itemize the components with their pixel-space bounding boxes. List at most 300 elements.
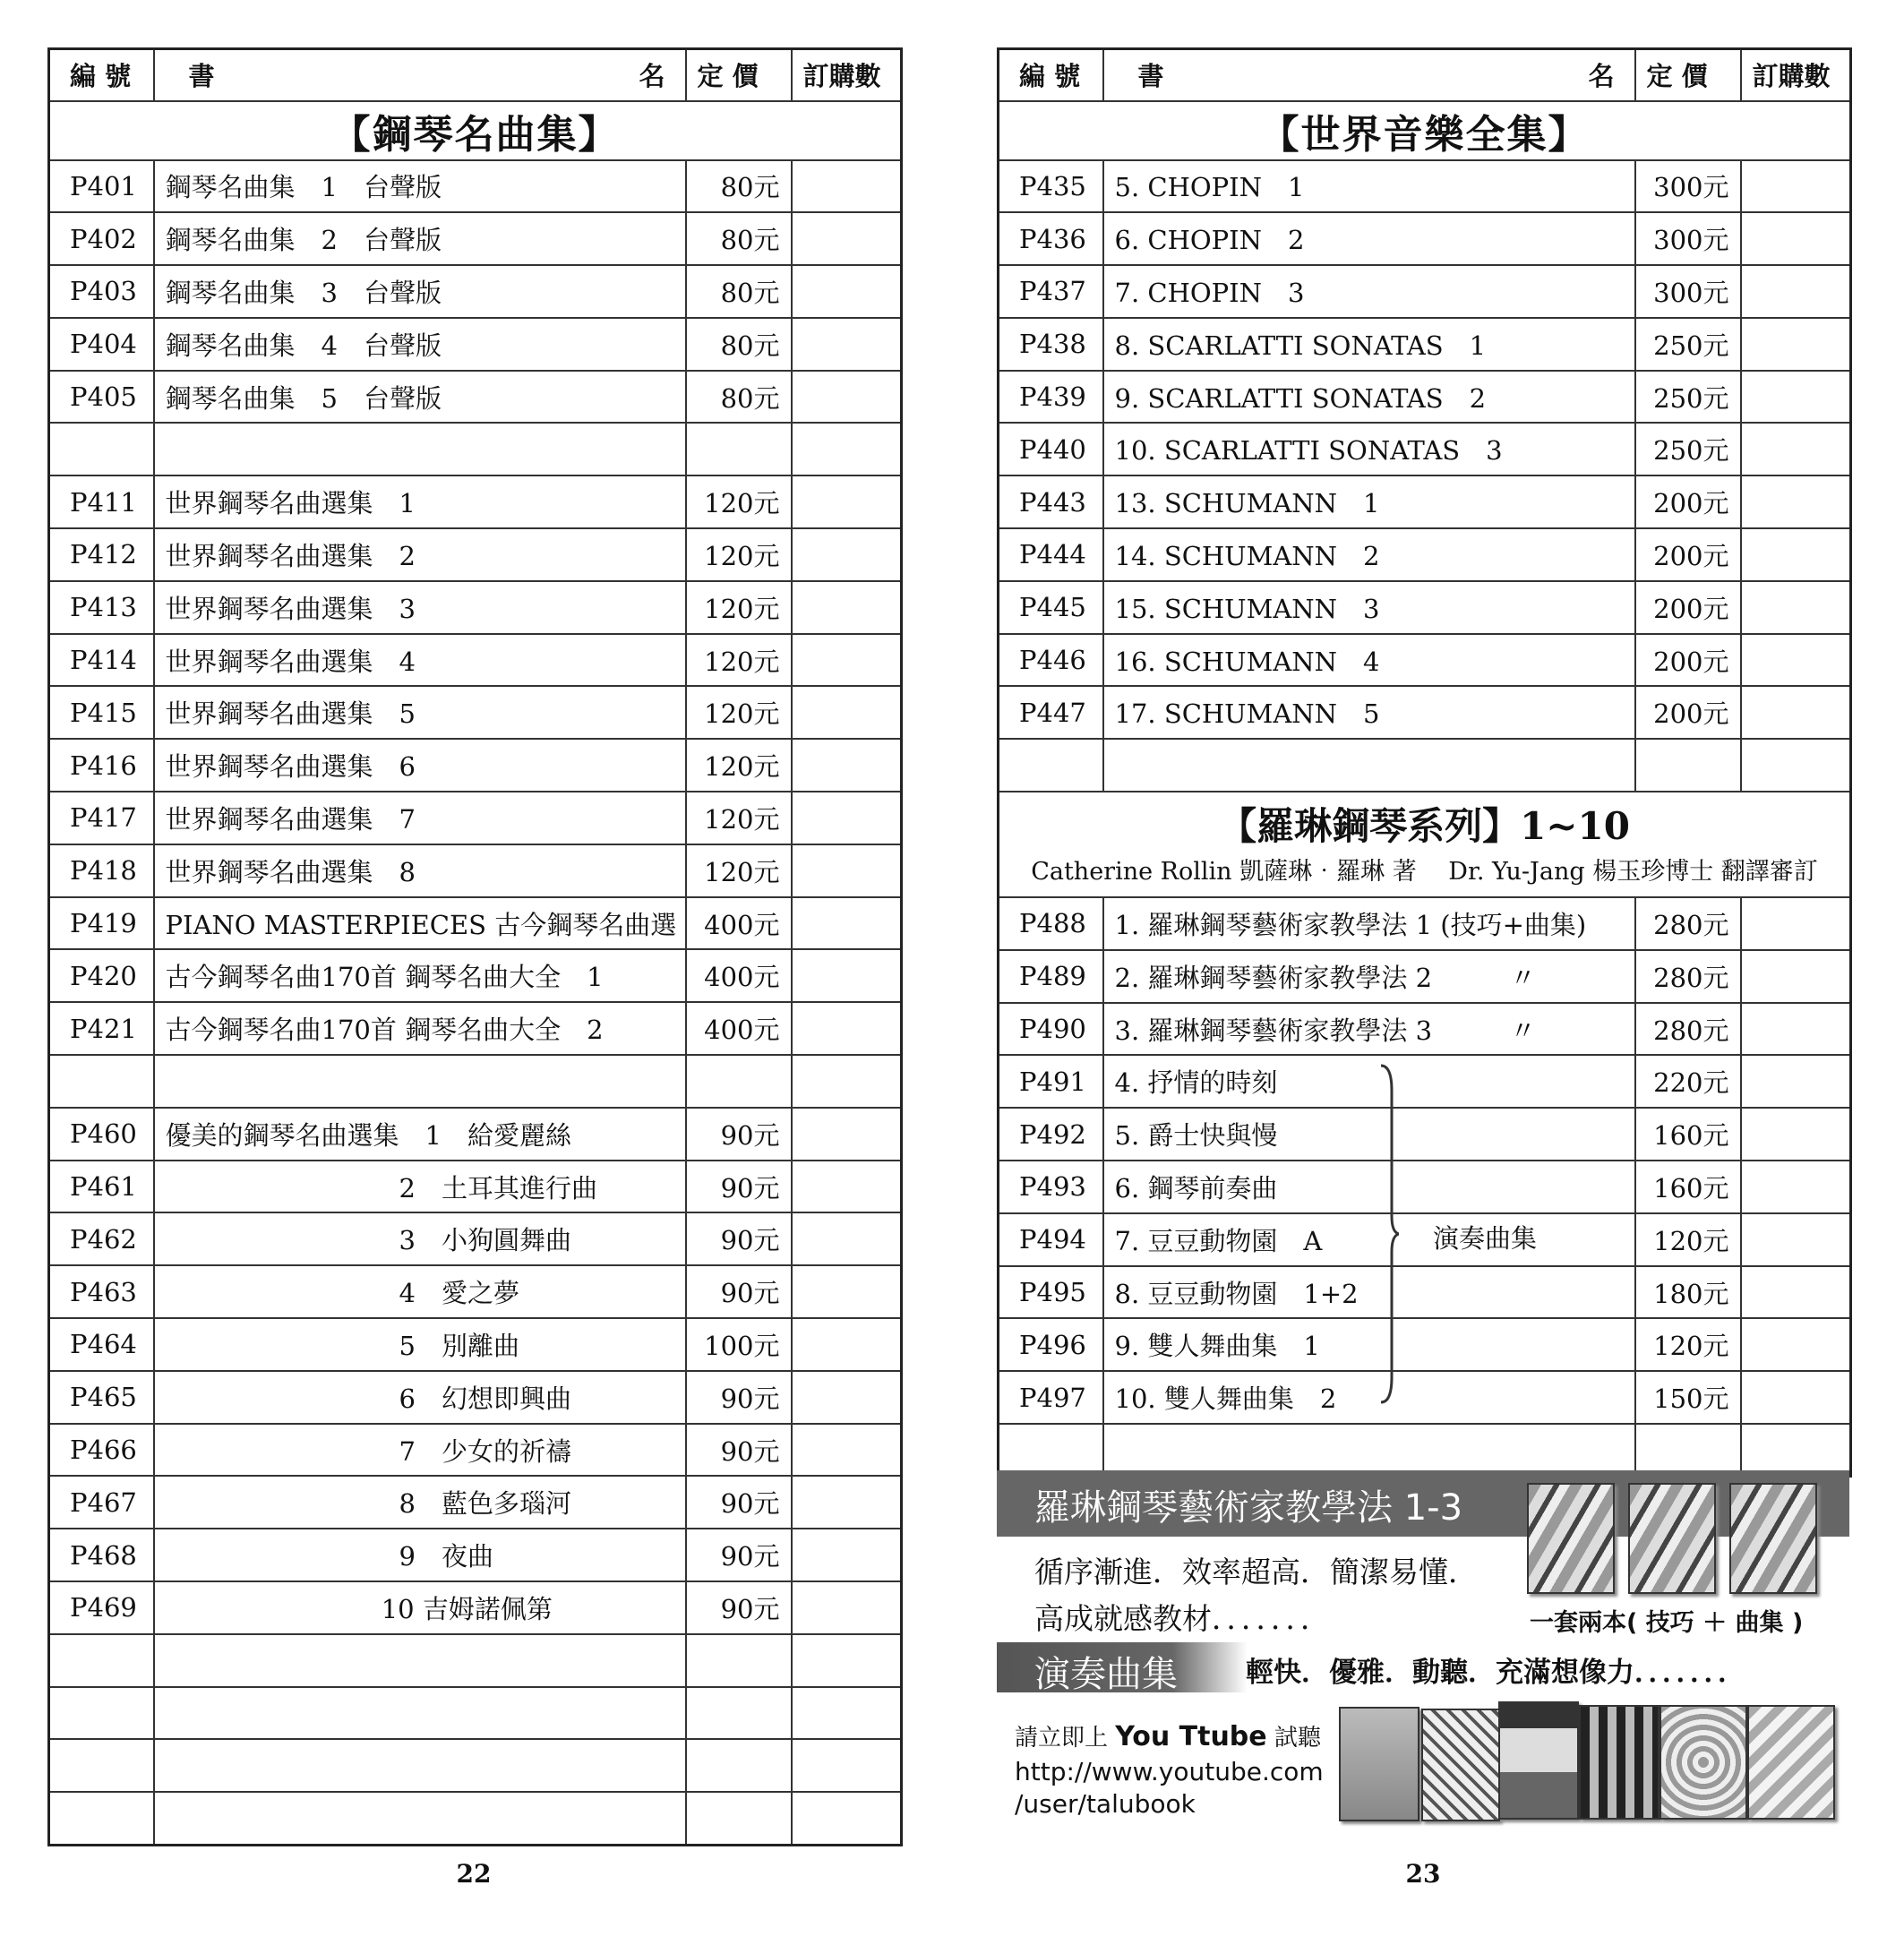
item-title: 9. SCARLATTI SONATAS 2 [1103,371,1635,424]
item-price: 90元 [686,1371,792,1424]
table-row-empty [49,1055,902,1108]
table-row [49,897,902,950]
item-title: 6. 鋼琴前奏曲 [1103,1161,1635,1213]
item-code: P411 [49,475,154,528]
order-quantity-cell[interactable] [792,1581,902,1634]
item-title: 7. 豆豆動物園 A [1103,1213,1635,1266]
item-title: 6. CHOPIN 2 [1103,212,1635,265]
order-quantity-cell[interactable] [1741,581,1851,634]
item-code: P467 [49,1476,154,1529]
item-title: 2. 羅琳鋼琴藝術家教學法 2 〃 [1103,950,1635,1003]
item-code: P469 [49,1581,154,1634]
order-quantity-cell[interactable] [1741,528,1851,581]
table-row-empty [999,1424,1851,1477]
item-price: 120元 [686,792,792,844]
table-row [49,1424,902,1477]
item-price [1635,1424,1741,1477]
order-quantity-cell[interactable] [1741,1108,1851,1161]
table-row [999,897,1851,950]
item-title [154,1055,686,1108]
book-cover-image [1628,1483,1716,1594]
item-code: P435 [999,160,1103,213]
table-row-empty [999,739,1851,792]
youtube-brand: You Ttube [1115,1721,1267,1752]
item-price: 90元 [686,1108,792,1161]
table-row [999,1161,1851,1213]
item-title: 鋼琴名曲集 1 台聲版 [154,160,686,213]
item-title: 世界鋼琴名曲選集 4 [154,634,686,687]
order-quantity-cell[interactable] [792,265,902,318]
page-number-left: 22 [456,1859,492,1889]
item-price [686,1792,792,1845]
item-title: 世界鋼琴名曲選集 7 [154,792,686,844]
item-title: 4 愛之夢 [154,1265,686,1318]
item-code: P447 [999,686,1103,739]
item-title: 世界鋼琴名曲選集 5 [154,686,686,739]
item-code: P416 [49,739,154,792]
item-price: 300元 [1635,265,1741,318]
order-quantity-cell[interactable] [1741,739,1851,792]
order-quantity-cell[interactable] [1741,318,1851,371]
table-row [49,634,902,687]
order-quantity-cell[interactable] [792,949,902,1002]
item-code: P415 [49,686,154,739]
item-title: 5 別離曲 [154,1318,686,1371]
item-price: 250元 [1635,371,1741,424]
header-order: 訂購數 [1741,49,1851,101]
table-row [999,686,1851,739]
item-code: P464 [49,1318,154,1371]
item-title: 鋼琴名曲集 2 台聲版 [154,212,686,265]
section-title: 【世界音樂全集】 [999,101,1851,160]
item-title: 10. SCARLATTI SONATAS 3 [1103,423,1635,475]
header-name-left: 書 [188,61,215,92]
item-price: 120元 [1635,1318,1741,1371]
item-code: P401 [49,160,154,213]
order-quantity-cell[interactable] [1741,423,1851,475]
item-title: 鋼琴名曲集 4 台聲版 [154,318,686,371]
item-price [686,423,792,475]
item-code [999,1424,1103,1477]
order-quantity-cell[interactable] [1741,1266,1851,1319]
item-code: P493 [999,1161,1103,1213]
item-code: P421 [49,1002,154,1055]
item-code: P417 [49,792,154,844]
order-quantity-cell[interactable] [792,1739,902,1792]
table-row [999,1371,1851,1424]
item-code: P445 [999,581,1103,634]
table-row [999,475,1851,528]
item-code: P419 [49,897,154,950]
order-quantity-cell[interactable] [792,1002,902,1055]
item-price: 120元 [686,739,792,792]
item-code: P413 [49,581,154,634]
table-row [49,371,902,424]
item-code: P418 [49,844,154,897]
order-quantity-cell[interactable] [792,212,902,265]
item-price: 80元 [686,318,792,371]
item-title: 古今鋼琴名曲170首 鋼琴名曲大全 2 [154,1002,686,1055]
item-price: 200元 [1635,528,1741,581]
table-row [999,371,1851,424]
item-price [686,1687,792,1740]
youtube-url-1[interactable]: http://www.youtube.com [1015,1757,1324,1786]
order-quantity-cell[interactable] [792,1108,902,1161]
item-code: P489 [999,950,1103,1003]
table-row [49,1161,902,1213]
table-row [999,950,1851,1003]
item-title: 3. 羅琳鋼琴藝術家教學法 3 〃 [1103,1003,1635,1056]
item-price: 300元 [1635,160,1741,213]
item-title: 5. CHOPIN 1 [1103,160,1635,213]
item-code: P468 [49,1529,154,1581]
order-quantity-cell[interactable] [792,844,902,897]
table-row [49,1371,902,1424]
order-quantity-cell[interactable] [792,318,902,371]
order-quantity-cell[interactable] [792,897,902,950]
table-header [999,49,1851,101]
promo-banner-2-title: 演奏曲集 [1034,1654,1178,1695]
item-title: 世界鋼琴名曲選集 3 [154,581,686,634]
book-cover-image [1339,1707,1419,1821]
order-quantity-cell[interactable] [792,1529,902,1581]
item-price: 280元 [1635,897,1741,950]
item-title: 世界鋼琴名曲選集 1 [154,475,686,528]
order-quantity-cell[interactable] [792,686,902,739]
order-quantity-cell[interactable] [792,475,902,528]
table-row-empty [49,1634,902,1687]
page-number-right: 23 [1405,1859,1441,1889]
table-row-empty [49,1739,902,1792]
item-title: 古今鋼琴名曲170首 鋼琴名曲大全 1 [154,949,686,1002]
item-price: 120元 [686,634,792,687]
item-price: 400元 [686,949,792,1002]
item-code: P490 [999,1003,1103,1056]
order-quantity-cell[interactable] [1741,950,1851,1003]
item-code: P461 [49,1161,154,1213]
order-quantity-cell[interactable] [1741,212,1851,265]
item-price: 280元 [1635,950,1741,1003]
order-quantity-cell[interactable] [792,1055,902,1108]
item-price: 120元 [686,581,792,634]
left-page [47,47,900,1837]
table-row [49,792,902,844]
item-code: P414 [49,634,154,687]
order-quantity-cell[interactable] [1741,1003,1851,1056]
table-row [49,1265,902,1318]
table-row [999,528,1851,581]
item-code: P402 [49,212,154,265]
item-price: 180元 [1635,1266,1741,1319]
table-row [999,634,1851,687]
item-code: P446 [999,634,1103,687]
item-title: 世界鋼琴名曲選集 2 [154,528,686,581]
table-row [49,475,902,528]
book-cover-image [1579,1705,1660,1820]
promo-banner [997,1470,1849,1537]
item-price: 160元 [1635,1108,1741,1161]
item-title: 10. 雙人舞曲集 2 [1103,1371,1635,1424]
item-code: P462 [49,1212,154,1265]
item-price: 90元 [686,1581,792,1634]
item-code: P494 [999,1213,1103,1266]
item-title: 鋼琴名曲集 3 台聲版 [154,265,686,318]
order-quantity-cell[interactable] [1741,1213,1851,1266]
table-row [49,1212,902,1265]
youtube-url-2[interactable]: /user/talubook [1015,1789,1196,1819]
item-title: 15. SCHUMANN 3 [1103,581,1635,634]
promo-panel [997,1470,1849,1837]
item-title: 8. 豆豆動物園 1+2 [1103,1266,1635,1319]
order-quantity-cell[interactable] [792,1212,902,1265]
item-price: 90元 [686,1265,792,1318]
series-subtitle: Catherine Rollin 凱薩琳‧羅琳 著 Dr. Yu-Jang 楊玉珍博士 翻譯審訂 [1031,858,1818,887]
item-title: PIANO MASTERPIECES 古今鋼琴名曲選 [154,897,686,950]
item-price: 80元 [686,212,792,265]
item-title: 7. CHOPIN 3 [1103,265,1635,318]
item-title: 鋼琴名曲集 5 台聲版 [154,371,686,424]
order-quantity-cell[interactable] [792,1634,902,1687]
item-price: 90元 [686,1476,792,1529]
order-quantity-cell[interactable] [1741,897,1851,950]
item-title: 9 夜曲 [154,1529,686,1581]
table-row [49,318,902,371]
header-name-right: 名 [639,61,665,92]
item-price [686,1739,792,1792]
order-quantity-cell[interactable] [792,1687,902,1740]
item-title: 17. SCHUMANN 5 [1103,686,1635,739]
order-quantity-cell[interactable] [792,1265,902,1318]
item-title: 2 土耳其進行曲 [154,1161,686,1213]
table-row [999,212,1851,265]
item-title: 9. 雙人舞曲集 1 [1103,1318,1635,1371]
table-row [49,1529,902,1581]
order-quantity-cell[interactable] [792,634,902,687]
left-price-table [47,47,903,1846]
table-row [999,318,1851,371]
promo-banner-title: 羅琳鋼琴藝術家教學法 1-3 [1034,1487,1463,1529]
item-code: P437 [999,265,1103,318]
item-price: 160元 [1635,1161,1741,1213]
item-code: P439 [999,371,1103,424]
table-header [49,49,902,101]
item-title: 3 小狗圓舞曲 [154,1212,686,1265]
order-quantity-cell[interactable] [1741,1371,1851,1424]
order-quantity-cell[interactable] [792,1476,902,1529]
item-price: 200元 [1635,581,1741,634]
item-title: 1. 羅琳鋼琴藝術家教學法 1 (技巧+曲集) [1103,897,1635,950]
item-price: 120元 [686,528,792,581]
section-row [49,101,902,160]
table-row [49,1318,902,1371]
item-title: 優美的鋼琴名曲選集 1 給愛麗絲 [154,1108,686,1161]
item-title: 7 少女的祈禱 [154,1424,686,1477]
order-quantity-cell[interactable] [792,1424,902,1477]
item-title [154,1792,686,1845]
header-name-left: 書 [1137,61,1164,92]
item-price: 90元 [686,1424,792,1477]
order-quantity-cell[interactable] [792,528,902,581]
item-code [49,1687,154,1740]
item-price: 80元 [686,371,792,424]
item-title: 14. SCHUMANN 2 [1103,528,1635,581]
item-price: 100元 [686,1318,792,1371]
item-price: 150元 [1635,1371,1741,1424]
order-quantity-cell[interactable] [1741,1055,1851,1108]
table-row [999,1266,1851,1319]
item-price: 250元 [1635,318,1741,371]
item-code: P405 [49,371,154,424]
item-code: P465 [49,1371,154,1424]
item-code [999,739,1103,792]
item-price [1635,739,1741,792]
item-code: P497 [999,1371,1103,1424]
item-code: P466 [49,1424,154,1477]
item-price: 120元 [686,475,792,528]
order-quantity-cell[interactable] [792,371,902,424]
series-header-row [999,792,1851,897]
order-quantity-cell[interactable] [1741,371,1851,424]
item-price: 120元 [686,844,792,897]
item-code: P436 [999,212,1103,265]
order-quantity-cell[interactable] [1741,475,1851,528]
item-price: 200元 [1635,475,1741,528]
item-price: 80元 [686,265,792,318]
item-title: 8 藍色多瑙河 [154,1476,686,1529]
section-title: 【鋼琴名曲集】 [49,101,902,160]
performance-collection-label: 演奏曲集 [1433,1223,1538,1254]
item-code [49,423,154,475]
item-code: P440 [999,423,1103,475]
item-title [1103,1424,1635,1477]
item-code: P443 [999,475,1103,528]
table-row [49,265,902,318]
item-code: P488 [999,897,1103,950]
item-price: 120元 [686,686,792,739]
item-title: 16. SCHUMANN 4 [1103,634,1635,687]
item-price: 400元 [686,1002,792,1055]
item-price: 400元 [686,897,792,950]
promo-line-1: 循序漸進．效率超高．簡潔易懂． [1034,1555,1478,1589]
item-price: 250元 [1635,423,1741,475]
item-title: 10 吉姆諾佩第 [154,1581,686,1634]
order-quantity-cell[interactable] [792,1318,902,1371]
item-title [154,1739,686,1792]
item-code: P496 [999,1318,1103,1371]
order-quantity-cell[interactable] [1741,160,1851,213]
header-price: 定 價 [1635,49,1741,101]
item-title: 4. 抒情的時刻 [1103,1055,1635,1108]
item-title [1103,739,1635,792]
table-row [49,844,902,897]
item-price [686,1055,792,1108]
table-row [999,160,1851,213]
item-code: P403 [49,265,154,318]
item-price: 200元 [1635,634,1741,687]
item-code: P492 [999,1108,1103,1161]
item-price: 120元 [1635,1213,1741,1266]
order-quantity-cell[interactable] [1741,1318,1851,1371]
item-title [154,1634,686,1687]
promo-banner-2 [997,1642,1248,1695]
table-row-empty [49,423,902,475]
table-row [49,581,902,634]
item-code: P460 [49,1108,154,1161]
book-cover-image [1729,1483,1817,1594]
order-quantity-cell[interactable] [1741,1424,1851,1477]
item-price [686,1634,792,1687]
order-quantity-cell[interactable] [1741,265,1851,318]
order-quantity-cell[interactable] [1741,1161,1851,1213]
table-row [999,423,1851,475]
order-quantity-cell[interactable] [1741,634,1851,687]
order-quantity-cell[interactable] [792,160,902,213]
promo-line-2: 高成就感教材．．．．．．． [1034,1601,1330,1636]
table-row [49,528,902,581]
table-row [49,739,902,792]
right-price-table [997,47,1852,1478]
table-row [999,1055,1851,1108]
header-name-right: 名 [1588,61,1615,92]
header-price: 定 價 [686,49,792,101]
header-order: 訂購數 [792,49,902,101]
item-price: 90元 [686,1161,792,1213]
order-quantity-cell[interactable] [792,1792,902,1845]
item-code [49,1055,154,1108]
order-quantity-cell[interactable] [1741,686,1851,739]
item-code: P444 [999,528,1103,581]
item-price: 90元 [686,1529,792,1581]
order-quantity-cell[interactable] [792,423,902,475]
item-title: 6 幻想即興曲 [154,1371,686,1424]
item-price: 220元 [1635,1055,1741,1108]
book-cover-image [1421,1709,1500,1821]
table-row [49,1002,902,1055]
item-code [49,1792,154,1845]
item-title: 世界鋼琴名曲選集 6 [154,739,686,792]
order-quantity-cell[interactable] [792,739,902,792]
table-row-empty [49,1792,902,1845]
item-price: 200元 [1635,686,1741,739]
promo-banner-2-text: 輕快．優雅．動聽．充滿想像力．．．．．．． [1246,1657,1745,1689]
item-code: P491 [999,1055,1103,1108]
table-row [49,1476,902,1529]
item-code [49,1739,154,1792]
item-price: 90元 [686,1212,792,1265]
item-code: P412 [49,528,154,581]
section-row [999,101,1851,160]
order-quantity-cell[interactable] [792,581,902,634]
order-quantity-cell[interactable] [792,792,902,844]
order-quantity-cell[interactable] [792,1161,902,1213]
promo-set-note: 一套兩本( 技巧 ＋ 曲集 ) [1530,1609,1804,1637]
table-row [49,160,902,213]
item-title [154,1687,686,1740]
table-row [49,212,902,265]
table-row [999,1213,1851,1266]
item-price: 300元 [1635,212,1741,265]
order-quantity-cell[interactable] [792,1371,902,1424]
table-row [49,1581,902,1634]
item-code: P404 [49,318,154,371]
table-row-empty [49,1687,902,1740]
table-row [49,1108,902,1161]
header-code: 編 號 [49,49,154,101]
item-code [49,1634,154,1687]
item-code: P420 [49,949,154,1002]
youtube-line: 請立即上 You Ttube 試聽 [1015,1721,1321,1752]
item-title [154,423,686,475]
